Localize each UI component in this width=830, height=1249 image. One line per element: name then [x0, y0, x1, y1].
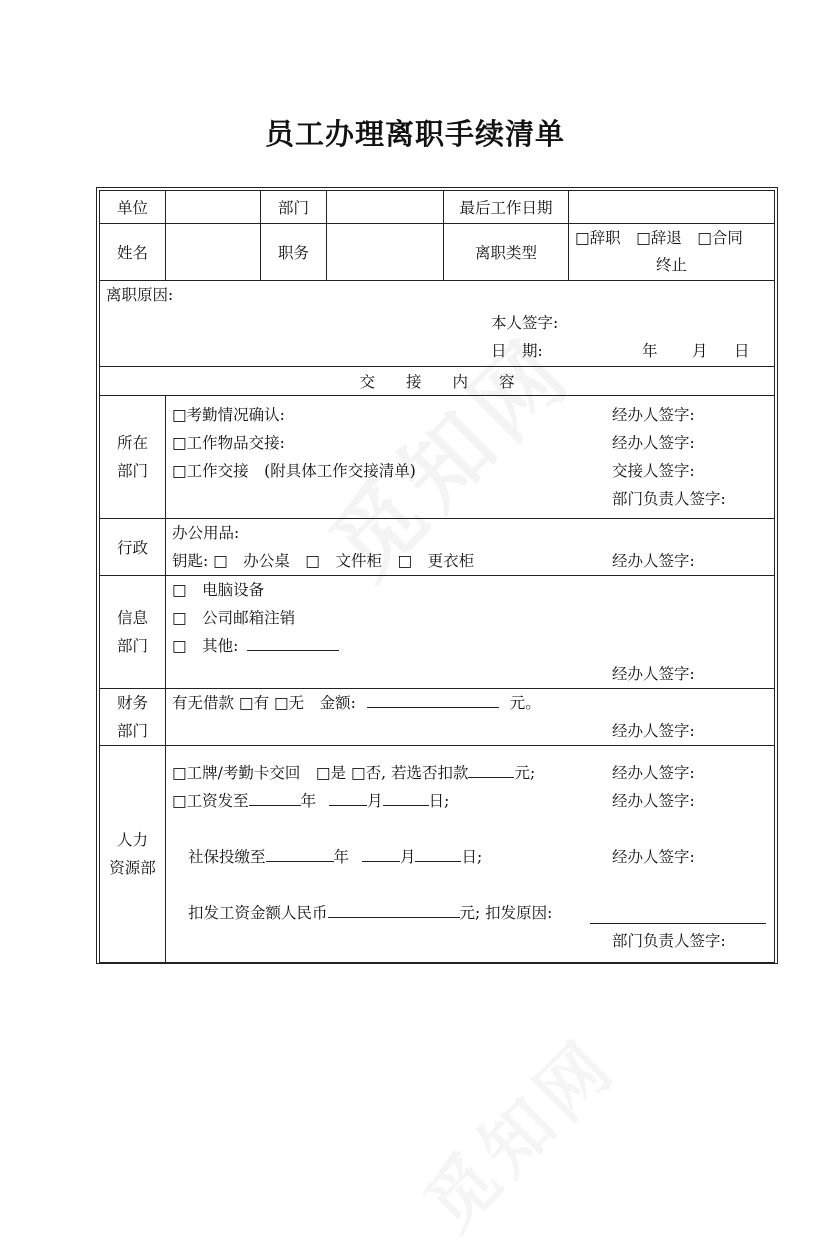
resignation-type-options[interactable]: [569, 224, 775, 281]
dept-section-label-1: 所在: [116, 434, 148, 452]
row-admin-section: [100, 519, 775, 576]
salary-line: [172, 787, 768, 815]
admin-section-content: [166, 519, 775, 576]
date-month: 月: [692, 342, 708, 360]
it-section-label: [100, 576, 166, 689]
social-sign: 经办人签字:: [612, 848, 695, 866]
salary-month: 月: [367, 792, 383, 810]
keys-options[interactable]: 钥匙: □ 办公桌 □ 文件柜 □ 更衣柜: [172, 552, 475, 570]
deduct-reason-blank[interactable]: [590, 905, 766, 924]
row-reason: [100, 281, 775, 367]
social-year: 年: [333, 848, 350, 866]
salary-year-blank[interactable]: [249, 787, 301, 806]
deduct-line: [172, 899, 768, 927]
finance-section-label: [100, 689, 166, 746]
keys-line: [172, 547, 768, 575]
other-line: [172, 632, 768, 660]
dept-section-content: [166, 396, 775, 519]
badge-options[interactable]: □工牌/考勤卡交回 □是 □否, 若选否扣款: [172, 764, 469, 782]
date-label: 日 期:: [491, 342, 543, 360]
loan-line: [172, 689, 768, 717]
position-field[interactable]: [327, 224, 444, 281]
attendance-line: [172, 401, 768, 429]
badge-unit: 元;: [514, 764, 536, 782]
row-it-section: [100, 576, 775, 689]
loan-amount-blank[interactable]: [367, 689, 499, 708]
finance-section-label-1: 财务: [116, 694, 148, 712]
name-label: 姓名: [100, 224, 166, 281]
badge-deduct-blank[interactable]: [468, 759, 514, 778]
hr-head-line: [172, 927, 768, 955]
hr-section-label-2: 资源部: [109, 859, 156, 877]
salary-month-blank[interactable]: [329, 787, 367, 806]
salary-year: 年: [300, 792, 317, 810]
row-basic-1: [100, 191, 775, 224]
badge-sign: 经办人签字:: [612, 764, 695, 782]
social-month: 月: [399, 848, 416, 866]
reason-cell[interactable]: [100, 281, 775, 367]
reason-label: 离职原因:: [106, 286, 174, 304]
social-day-blank[interactable]: [415, 843, 461, 862]
row-handover-header: [100, 367, 775, 396]
salary-day-blank[interactable]: [383, 787, 429, 806]
loan-options[interactable]: 有无借款 □有 □无 金额:: [172, 694, 356, 712]
row-finance-section: [100, 689, 775, 746]
row-basic-2: [100, 224, 775, 281]
finance-section-content: [166, 689, 775, 746]
unit-field[interactable]: [166, 191, 261, 224]
loan-unit: 元。: [509, 694, 541, 712]
deduct-label: 扣发工资金额人民币: [188, 904, 328, 922]
office-supplies-label: 办公用品:: [172, 524, 240, 542]
salary-day: 日;: [428, 792, 450, 810]
email-line: [172, 604, 768, 632]
work-handover-check[interactable]: □工作交接 (附具体工作交接清单): [172, 462, 416, 480]
it-sign: 经办人签字:: [612, 665, 695, 683]
self-signature-label: 本人签字:: [491, 314, 559, 332]
salary-sign: 经办人签字:: [612, 792, 695, 810]
hr-section-content: [166, 746, 775, 963]
page-title: 员工办理离职手续清单: [264, 117, 565, 151]
row-hr-section: [100, 746, 775, 963]
items-line: [172, 429, 768, 457]
social-label: 社保投缴至: [188, 848, 266, 866]
row-dept-section: [100, 396, 775, 519]
badge-line: [172, 759, 768, 787]
dept-label: 部门: [261, 191, 327, 224]
hr-section-label-1: 人力: [116, 831, 148, 849]
finance-section-label-2: 部门: [116, 722, 148, 740]
date-year: 年: [642, 342, 658, 360]
type-options-line2: 终止: [655, 256, 687, 274]
dept-head-line: [172, 485, 768, 513]
finance-sign-line: [172, 717, 768, 745]
work-handover-line: [172, 457, 768, 485]
resignation-form: [99, 190, 775, 963]
last-day-field[interactable]: [569, 191, 775, 224]
name-field[interactable]: [166, 224, 261, 281]
other-check[interactable]: □ 其他:: [172, 637, 239, 655]
it-sign-line: [172, 660, 768, 688]
handover-sign: 交接人签字:: [612, 462, 695, 480]
last-day-label: 最后工作日期: [444, 191, 569, 224]
social-day: 日;: [461, 848, 483, 866]
finance-sign: 经办人签字:: [612, 722, 695, 740]
it-section-content: [166, 576, 775, 689]
dept-section-label: [100, 396, 166, 519]
admin-sign: 经办人签字:: [612, 552, 695, 570]
other-blank[interactable]: [247, 632, 339, 651]
dept-field[interactable]: [327, 191, 444, 224]
items-sign: 经办人签字:: [612, 434, 695, 452]
deduct-amount-blank[interactable]: [328, 899, 460, 918]
attendance-check[interactable]: □考勤情况确认:: [172, 406, 285, 424]
date-day: 日: [734, 342, 750, 360]
email-check[interactable]: □ 公司邮箱注销: [172, 609, 296, 627]
handover-header: 交 接 内 容: [100, 367, 775, 396]
dept-head-sign: 部门负责人签字:: [612, 490, 726, 508]
unit-label: 单位: [100, 191, 166, 224]
computer-line: [172, 576, 768, 604]
it-section-label-2: 部门: [116, 637, 148, 655]
dept-section-label-2: 部门: [116, 462, 148, 480]
position-label: 职务: [261, 224, 327, 281]
watermark-bottom: [399, 1012, 636, 1249]
deduct-reason-label: 元; 扣发原因:: [459, 904, 553, 922]
admin-section-label: 行政: [100, 519, 166, 576]
social-month-blank[interactable]: [362, 843, 400, 862]
attendance-sign: 经办人签字:: [612, 406, 695, 424]
salary-check[interactable]: □工资发至: [172, 792, 249, 810]
type-label: 离职类型: [444, 224, 569, 281]
office-supplies-line: [172, 519, 768, 547]
hr-head-sign: 部门负责人签字:: [612, 932, 726, 950]
hr-section-label: [100, 746, 166, 963]
computer-check[interactable]: □ 电脑设备: [172, 581, 265, 599]
it-section-label-1: 信息: [116, 609, 148, 627]
items-check[interactable]: □工作物品交接:: [172, 434, 285, 452]
type-options-line1[interactable]: □辞职 □辞退 □合同: [575, 229, 743, 247]
social-line: [172, 843, 768, 871]
social-year-blank[interactable]: [266, 843, 334, 862]
